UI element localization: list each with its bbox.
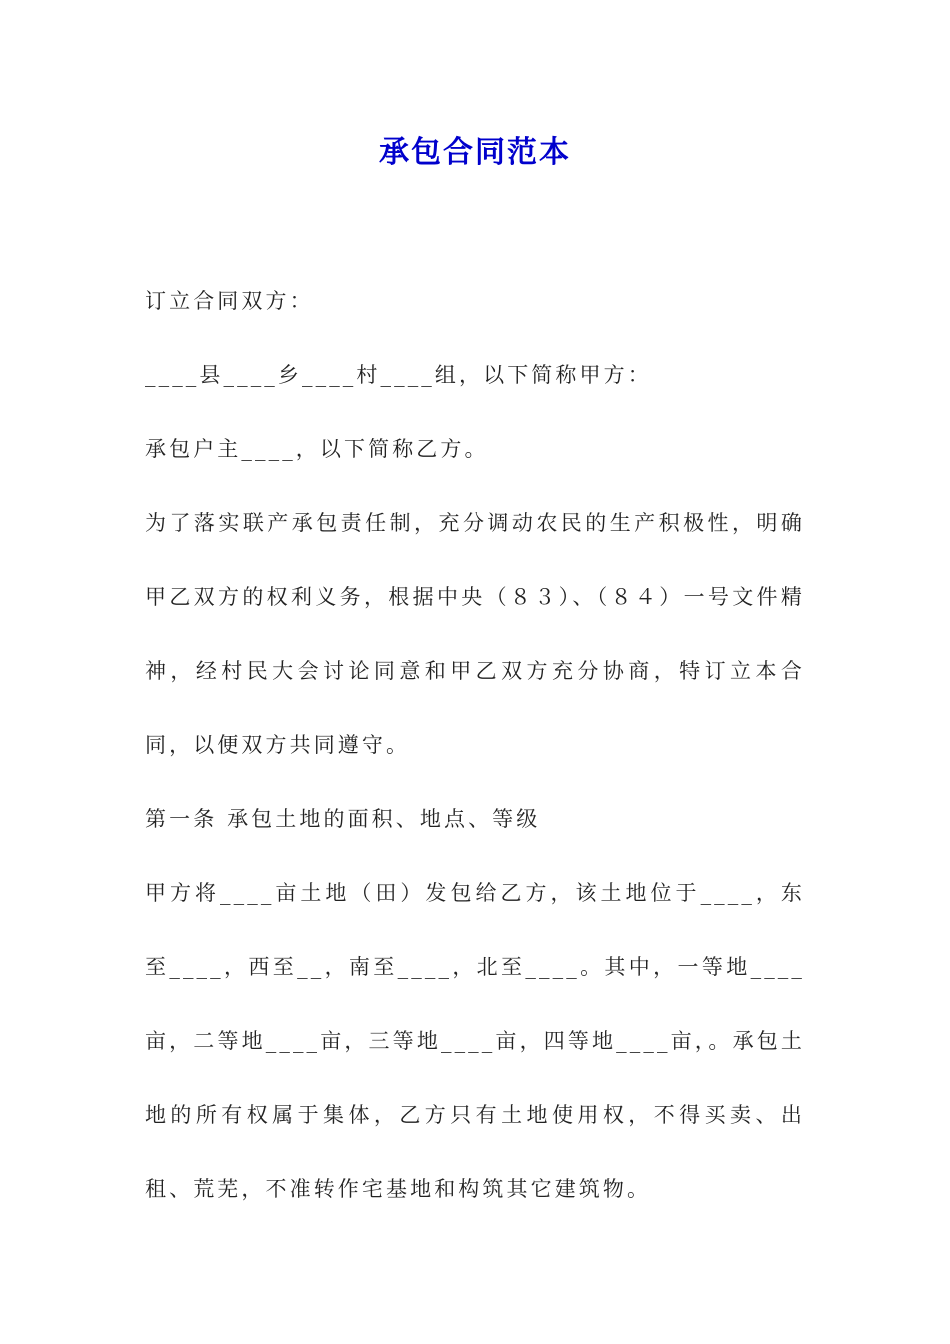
article-one-paragraph: 甲方将____亩土地（田）发包给乙方，该土地位于____，东至____，西至__，南至____，北至____。其中，一等地____亩，二等地____亩，三等地____亩，四等地____亩，。承包土地的所有权属于集体，乙方只有土地使用权，不得买卖、出租、荒芜，不准转作宅基地和构筑其它建筑物。 bbox=[145, 881, 805, 1201]
article-one-heading: 第一条 承包土地的面积、地点、等级 bbox=[145, 807, 541, 831]
document-body bbox=[145, 264, 805, 1226]
party-a-line: ____县____乡____村____组，以下简称甲方： bbox=[145, 363, 652, 387]
parties-heading: 订立合同双方： bbox=[145, 289, 314, 313]
preamble-paragraph: 为了落实联产承包责任制，充分调动农民的生产积极性，明确甲乙双方的权利义务，根据中央（８３）、（８４）一号文件精神，经村民大会讨论同意和甲乙双方充分协商，特订立本合同，以便双方共同遵守。 bbox=[145, 511, 805, 757]
party-b-line: 承包户主____，以下简称乙方。 bbox=[145, 437, 489, 461]
document-title: 承包合同范本 bbox=[379, 135, 571, 170]
